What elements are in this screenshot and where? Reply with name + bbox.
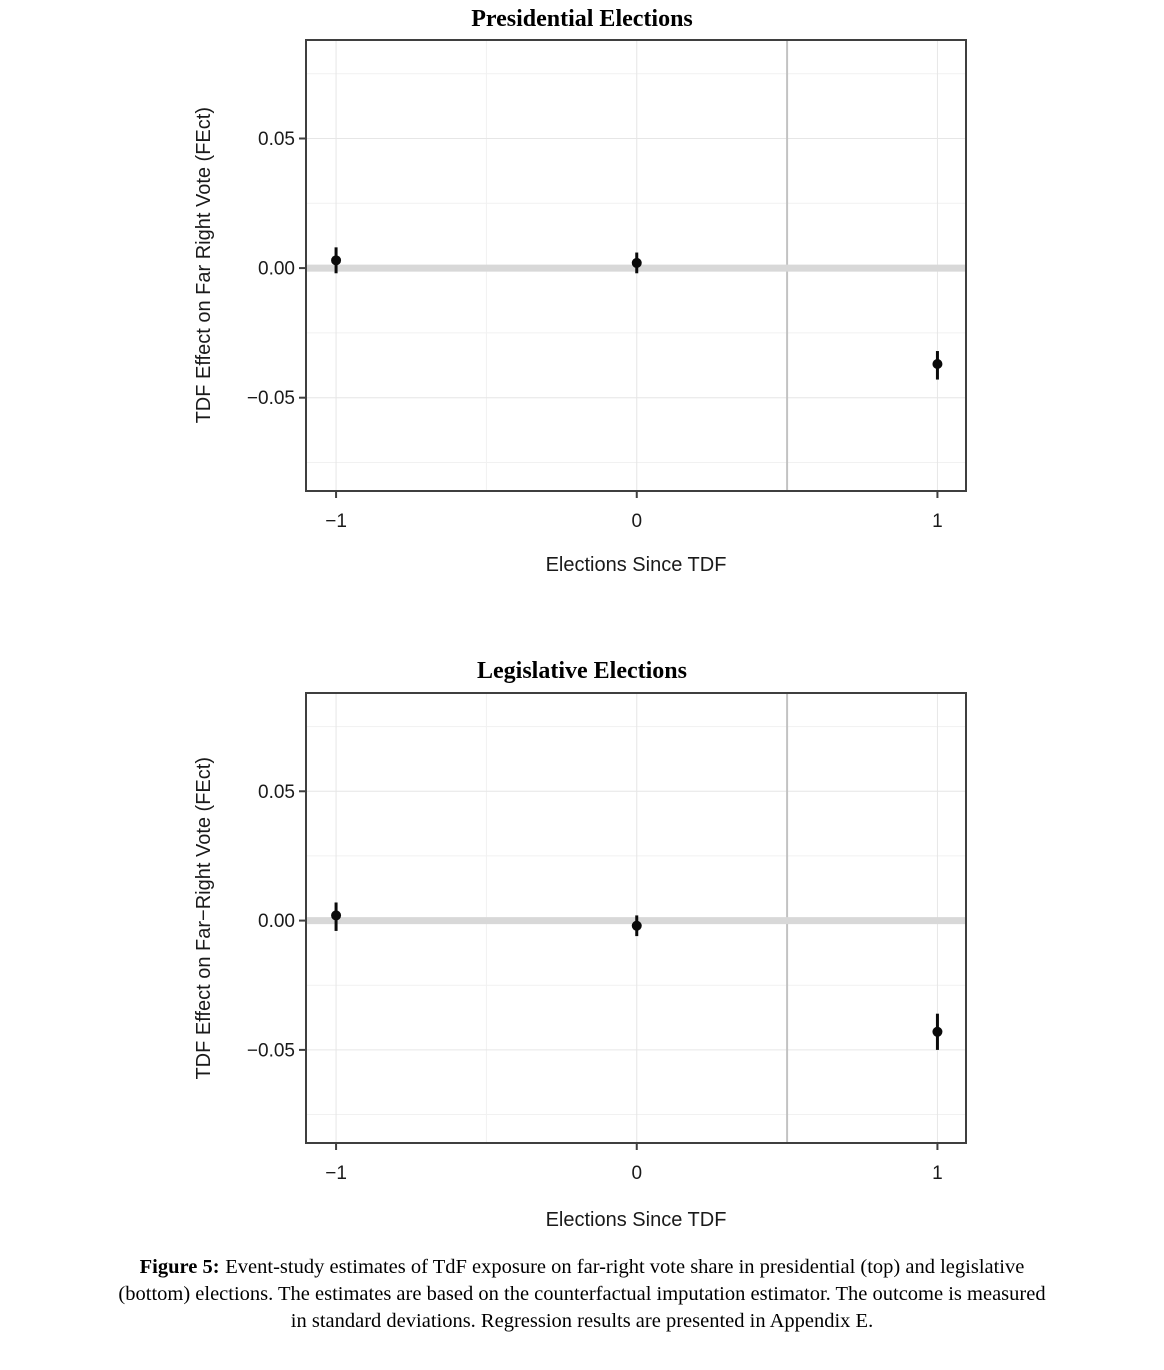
svg-text:0: 0 (631, 511, 643, 532)
figure-caption (0, 1254, 1164, 1335)
caption-text-1: Event-study estimates of TdF exposure on far-right vote share in presidential (top) and legislative (225, 1256, 1025, 1278)
svg-text:0: 0 (631, 1163, 643, 1184)
presidential-plot-svg (0, 0, 1164, 600)
svg-text:−0.05: −0.05 (246, 388, 295, 410)
svg-text:−1: −1 (325, 1163, 347, 1184)
caption-line-1 (0, 1254, 1164, 1281)
presidential-chart (0, 0, 1164, 600)
caption-label: Figure 5: (139, 1256, 220, 1278)
legislative-chart-title: Legislative Elections (477, 658, 687, 684)
svg-text:−1: −1 (325, 511, 347, 532)
svg-text:0.00: 0.00 (258, 911, 295, 933)
caption-line-2: (bottom) elections. The estimates are based on the counterfactual imputation estimator. The outcome is measured (118, 1283, 1046, 1305)
svg-text:1: 1 (932, 511, 943, 532)
svg-text:−0.05: −0.05 (246, 1040, 295, 1062)
legislative-x-axis-label: Elections Since TDF (545, 1209, 727, 1231)
legislative-y-axis-label: TDF Effect on Far−Right Vote (FEct) (192, 756, 215, 1080)
presidential-x-axis-label: Elections Since TDF (545, 554, 727, 576)
svg-text:0.05: 0.05 (258, 781, 295, 803)
caption-line-3: in standard deviations. Regression results are presented in Appendix E. (290, 1310, 874, 1332)
svg-text:0.05: 0.05 (258, 128, 295, 150)
svg-text:1: 1 (932, 1163, 943, 1184)
legislative-plot-svg (0, 650, 1164, 1250)
svg-text:0.00: 0.00 (258, 258, 295, 280)
legislative-chart (0, 650, 1164, 1250)
presidential-chart-title: Presidential Elections (471, 6, 693, 32)
presidential-y-axis-label: TDF Effect on Far Right Vote (FEct) (192, 107, 215, 424)
